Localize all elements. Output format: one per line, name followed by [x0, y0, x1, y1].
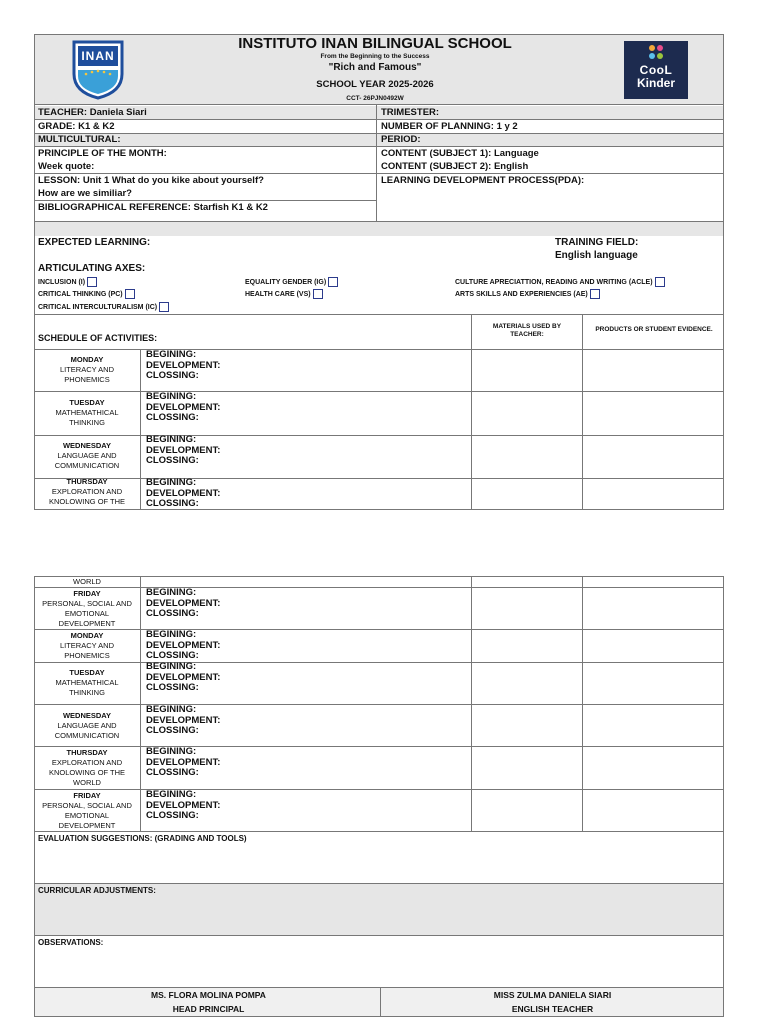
planning-number-field: NUMBER OF PLANNING: 1 y 2 [381, 121, 518, 132]
axis-health-checkbox[interactable] [313, 289, 323, 299]
day-cell-monday-1: MONDAY LITERACY AND PHONEMICS [59, 355, 115, 384]
evaluation-label: EVALUATION SUGGESTIONS: (GRADING AND TOOLS) [38, 834, 247, 843]
observations-section [34, 936, 724, 988]
bdc-thursday-1: BEGINING: DEVELOPMENT: CLOSSING: [146, 477, 221, 509]
day-cell-friday-2: FRIDAY PERSONAL, SOCIAL AND EMOTIONAL DEVELOPMENT [42, 791, 132, 830]
products-header: PRODUCTS OR STUDENT EVIDENCE. [595, 326, 713, 333]
axis-culture-checkbox[interactable] [655, 277, 665, 287]
day-cell-tuesday-1: TUESDAY MATHEMATHICAL THINKING [55, 398, 119, 427]
day-cell-friday-1: FRIDAY PERSONAL, SOCIAL AND EMOTIONAL DEVELOPMENT [42, 589, 132, 628]
coolkinder-dots-icon [648, 44, 664, 60]
day-cell-thursday-2: THURSDAY EXPLORATION AND KNOLOWING OF THE WORLD [48, 748, 126, 787]
week-quote-field: Week quote: [38, 161, 95, 172]
bdc-monday-1: BEGINING: DEVELOPMENT: CLOSSING: [146, 349, 221, 381]
training-field-label: TRAINING FIELD: [555, 237, 639, 248]
day-cell-monday-2: MONDAY LITERACY AND PHONEMICS [59, 631, 115, 660]
content1-field: CONTENT (SUBJECT 1): Language [381, 148, 539, 159]
bibliography-field: BIBLIOGRAPHICAL REFERENCE: Starfish K1 & K2 [38, 202, 268, 213]
bdc-thursday-2: BEGINING: DEVELOPMENT: CLOSSING: [146, 746, 221, 778]
coolkinder-logo [624, 41, 688, 99]
school-motto: "Rich and Famous" [328, 62, 422, 73]
trimester-field: TRIMESTER: [381, 107, 440, 118]
principle-field: PRINCIPLE OF THE MONTH: [38, 148, 167, 159]
pda-field: LEARNING DEVELOPMENT PROCESS(PDA): [381, 175, 585, 186]
axis-equality: EQUALITY GENDER (IG) [245, 277, 338, 287]
school-year: SCHOOL YEAR 2025-2026 [316, 79, 434, 90]
bdc-monday-2: BEGINING: DEVELOPMENT: CLOSSING: [146, 629, 221, 661]
materials-header: MATERIALS USED BY TEACHER: [492, 323, 562, 338]
axis-critical-thinking: CRITICAL THINKING (PC) [38, 289, 135, 299]
grade-field: GRADE: K1 & K2 [38, 121, 115, 132]
axes-title: ARTICULATING AXES: [38, 263, 146, 274]
curricular-label: CURRICULAR ADJUSTMENTS: [38, 886, 156, 895]
school-logo [70, 40, 126, 100]
expected-learning: EXPECTED LEARNING: [38, 237, 151, 248]
axis-critical-thinking-checkbox[interactable] [125, 289, 135, 299]
lesson-field: LESSON: Unit 1 What do you kike about yourself? [38, 175, 264, 186]
axis-equality-checkbox[interactable] [328, 277, 338, 287]
teacher-title: ENGLISH TEACHER [511, 1004, 594, 1014]
bdc-tuesday-2: BEGINING: DEVELOPMENT: CLOSSING: [146, 661, 221, 693]
bdc-friday-2: BEGINING: DEVELOPMENT: CLOSSING: [146, 789, 221, 821]
continuation-world: WORLD [73, 577, 101, 586]
teacher-name: MISS ZULMA DANIELA SIARI [493, 990, 612, 1000]
school-cct: CCT- 26PJN0492W [346, 95, 404, 102]
axis-inclusion: INCLUSION (I) [38, 277, 97, 287]
day-cell-wednesday-2: WEDNESDAY LANGUAGE AND COMMUNICATION [54, 711, 120, 740]
axis-culture: CULTURE APRECIATTION, READING AND WRITING (ACLE) [455, 277, 665, 287]
school-tagline: From the Beginning to the Success [320, 53, 430, 60]
axis-intercultural-checkbox[interactable] [159, 302, 169, 312]
axis-intercultural: CRITICAL INTERCULTURALISM (IC) [38, 302, 169, 312]
period-field: PERIOD: [381, 134, 421, 145]
day-cell-tuesday-2: TUESDAY MATHEMATHICAL THINKING [55, 668, 119, 697]
training-field-value: English language [555, 250, 638, 261]
coolkinder-line2: Kinder [636, 76, 675, 90]
signature-teacher [381, 988, 724, 1017]
bdc-wednesday-2: BEGINING: DEVELOPMENT: CLOSSING: [146, 704, 221, 736]
signature-principal [34, 988, 381, 1017]
bdc-friday-1: BEGINING: DEVELOPMENT: CLOSSING: [146, 587, 221, 619]
lesson-question: How are we similiar? [38, 188, 132, 199]
teacher-field: TEACHER: Daniela Siari [38, 107, 147, 118]
axis-health: HEALTH CARE (VS) [245, 289, 323, 299]
axis-inclusion-checkbox[interactable] [87, 277, 97, 287]
content2-field: CONTENT (SUBJECT 2): English [381, 161, 529, 172]
header-box [34, 34, 724, 105]
bdc-tuesday-1: BEGINING: DEVELOPMENT: CLOSSING: [146, 391, 221, 423]
school-name: INSTITUTO INAN BILINGUAL SCHOOL [238, 35, 512, 52]
axis-arts: ARTS SKILLS AND EXPERIENCIES (AE) [455, 289, 600, 299]
coolkinder-line1: CooL [639, 63, 673, 77]
observations-label: OBSERVATIONS: [38, 938, 104, 947]
spacer-band [34, 222, 724, 236]
day-cell-thursday-1: THURSDAY EXPLORATION AND KNOLOWING OF THE [48, 477, 126, 506]
principal-title: HEAD PRINCIPAL [172, 1004, 245, 1014]
axis-arts-checkbox[interactable] [590, 289, 600, 299]
schedule-title: SCHEDULE OF ACTIVITIES: [38, 333, 158, 343]
multicultural-field: MULTICULTURAL: [38, 134, 121, 145]
day-cell-wednesday-1: WEDNESDAY LANGUAGE AND COMMUNICATION [54, 441, 120, 470]
school-logo-text: INAN [81, 49, 115, 63]
info-divider [376, 105, 377, 221]
principal-name: MS. FLORA MOLINA POMPA [151, 990, 266, 1000]
bdc-wednesday-1: BEGINING: DEVELOPMENT: CLOSSING: [146, 434, 221, 466]
